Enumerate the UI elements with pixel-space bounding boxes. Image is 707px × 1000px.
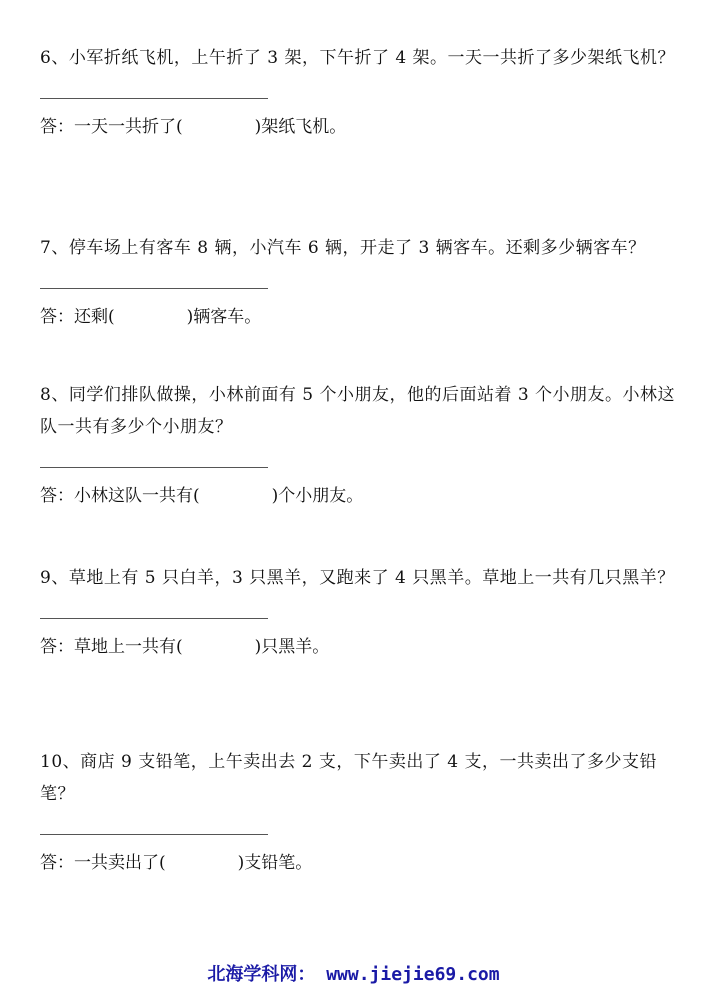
problem-7 xyxy=(40,232,680,333)
problem-7-question: 7、停车场上有客车 8 辆，小汽车 6 辆，开走了 3 辆客车。还剩多少辆客车？ xyxy=(40,238,646,258)
problem-8 xyxy=(40,379,680,512)
problem-9-question: 9、草地上有 5 只白羊，3 只黑羊，又跑来了 4 只黑羊。草地上一共有几只黑羊？ xyxy=(40,568,675,588)
problem-7-answer-suffix: )辆客车。 xyxy=(186,307,262,327)
problem-10-work-line xyxy=(40,834,268,835)
problem-8-answer-suffix: )个小朋友。 xyxy=(271,486,364,506)
problem-6-answer-suffix: )架纸飞机。 xyxy=(254,117,347,137)
problem-10-answer xyxy=(40,847,680,879)
problem-9 xyxy=(40,562,680,663)
problem-6-answer-prefix: 答：一天一共折了( xyxy=(40,117,183,137)
problem-9-answer xyxy=(40,631,680,663)
problem-8-answer xyxy=(40,480,680,512)
problem-10-question: 10、商店 9 支铅笔，上午卖出去 2 支，下午卖出了 4 支，一共卖出了多少支铅笔？ xyxy=(40,752,658,804)
problem-6-answer xyxy=(40,111,680,143)
problem-8-question: 8、同学们排队做操，小林前面有 5 个小朋友，他的后面站着 3 个小朋友。小林这队一共有多少个小朋友？ xyxy=(40,385,676,437)
problem-6 xyxy=(40,42,680,143)
problem-8-answer-prefix: 答：小林这队一共有( xyxy=(40,486,200,506)
problem-8-work-line xyxy=(40,467,268,468)
problem-9-answer-suffix: )只黑羊。 xyxy=(254,637,330,657)
problem-6-question: 6、小军折纸飞机，上午折了 3 架，下午折了 4 架。一天一共折了多少架纸飞机？ xyxy=(40,48,676,68)
footer-site-link[interactable]: 北海学科网： www.jiejie69.com xyxy=(207,964,500,985)
problem-9-work-line xyxy=(40,618,268,619)
problem-9-answer-prefix: 答：草地上一共有( xyxy=(40,637,183,657)
problem-6-work-line xyxy=(40,98,268,99)
problem-10-answer-prefix: 答：一共卖出了( xyxy=(40,853,166,873)
problem-7-answer-prefix: 答：还剩( xyxy=(40,307,115,327)
problem-7-work-line xyxy=(40,288,268,289)
problem-10-answer-suffix: )支铅笔。 xyxy=(237,853,313,873)
problem-10 xyxy=(40,746,680,879)
problem-7-answer xyxy=(40,301,680,333)
